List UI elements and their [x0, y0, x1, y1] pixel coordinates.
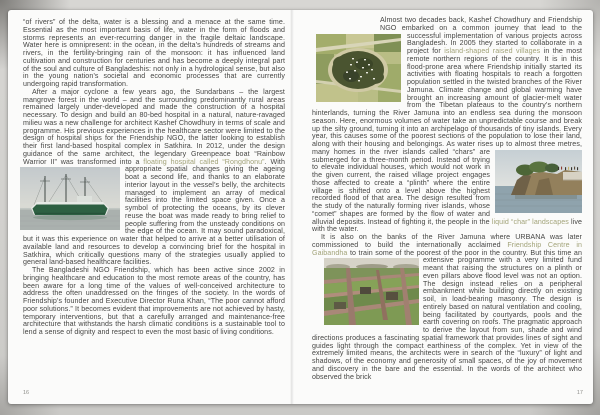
page-number-left: 16 [23, 390, 30, 396]
paragraph-hospital-ship [23, 89, 285, 267]
link-rongdhonu[interactable]: floating hospital called “Rongdhonu” [143, 157, 265, 166]
right-text-column [312, 17, 582, 381]
body-text: submerged for a three-month period. Instead of trying to elevate individual houses, which would not work in the given current, the raised village project engages those affected to create a “plinth” where the entire village is shifted onto a level above the highest recorded flood of that area. The design resulted from the study of the naturally forming river islands, whose “comet” shapes are formed by the flow of water and alluvial deposits. Instead of fighting it, the people in the [312, 155, 492, 226]
body-text: “of rivers” of the delta, water is a blessing and a menace at the same time. Essential as the most important basis of life, water in the form of floods and storms represents an ever-recurring danger in the fragile deltaic landscape. Water here is omnipresent: in the ocean, in the delta’s hundreds of streams and rivers, in the fertility-bringing rain of the monsoon: it has influenced land cultivation and construction for centuries and has become a deeply integral part of the soul and culture of Bangladeshis: not only in a hydrological sense, but also in the young nation’s societal and economic processes that are currently undergoing rapid transformation. [23, 18, 285, 88]
photo-hospital-ship-rongdhonu [20, 167, 120, 230]
body-text: It is also on the banks of the River Jamuna where URBANA was later commissioned to build the internationally acclaimed [312, 233, 582, 249]
body-text: Almost two decades back, Kashef Chowdhury and Friendship NGO embarked on a common journey that lead to the successful implementation of various projects across Bangladesh. In 2005 they started to collaborate in a project for [380, 16, 582, 55]
link-island-raised-villages[interactable]: island-shaped raised villages [444, 47, 541, 55]
photo-raised-village-aerial [316, 34, 401, 102]
paragraph-delta-water [23, 19, 285, 89]
paragraph-ngo-friendship [23, 267, 285, 337]
page-spread [8, 10, 593, 404]
page-number-right: 17 [576, 390, 583, 396]
body-text: . [264, 157, 271, 166]
link-friendship-centre-gaibandha[interactable]: Friendship Centre in Gaibandha [312, 240, 582, 257]
body-text: The Bangladeshi NGO Friendship, which has been active since 2002 in bringing healthcare and education to the most remote areas of the country, has been aware for a long time of the values of well-conceived architecture to address the often unaddressed on the fringes of the society. In the words of Friendship’s founder and Executive Director Runa Khan, “The poor cannot afford poor solutions.” It becomes evident that improvements are not achieved by hasty, temporary interventions, but that a carefully arranged and maintenance-free architecture that withstands the harsh climatic conditions is a sustainable tool to lend a sense of dignity and respect to even the most basic of living conditions. [23, 266, 285, 336]
left-text-column [23, 19, 285, 337]
body-text: live with the water. [312, 217, 582, 234]
page-right [292, 10, 593, 404]
link-liquid-char-landscapes[interactable]: liquid “char” landscapes [491, 217, 569, 226]
body-text: in the most remote northern regions of the country. It is in this flood-prone area where Friendship initially started its activities with floating hospitals to reach a forgotten population settled in the twisted branches of the River Jamuna. Climate change and global warming have brought an increasing amount of glacier-melt water from the Tibetan plateaus to the country’s northern hinterlands, turning the River Jamuna into an endless sea during the monsoon season. Here, enormous volumes of water take an unpredictable course and break up the silty ground, turning it into an archipelago of thousands of tiny islands. Every year, this causes some of the poorest sections of the population to lose their land, along with their housing and belongings. As water rises up to almost three metres, many homes in the river islands called “chars” are [312, 47, 582, 156]
photo-friendship-centre-roofs [324, 258, 419, 325]
layout-spacer [312, 17, 380, 33]
body-text: After a major cyclone a few years ago, the Sundarbans – the largest mangrove forest in the world – and the surrounding predominantly rural areas remained largely under-developed and made the construction of a hospital necessary. To design and build an 80-bed hospital in a natural, nature-ravaged milieu was a new challenge for architect Kashef Chowdhury in terms of scale and programme. His previous experiences in the healthcare sector were limited to the design of hospital ships for the Friendship NGO, the latter looking to establish their first land-based hospital complex in Satkhira. In 2012, under the design guidance of the same architect, the legendary Greenpeace boat “Rainbow Warrior II” was transformed into a [23, 87, 285, 166]
body-text: to train some of the poorest of the poor in the [347, 248, 503, 257]
body-text: With appropriate spatial changes giving the ageing boat a second life, and thanks to an elaborate interior layout in the vessel’s belly, the architects managed to implement an array of medical facilities into the limited space given. Once a symbol of protecting the oceans, by its clever reuse the boat was made ready to bring relief to people suffering from the unsteady conditions on the edge of the ocean. It may sound paradoxical, but it was this experience on water that helped to arrive at a better utilisation of available land and resources to develop a convincing brief for the hospital in Satkhira, which critically questions many of the strategies usually applied to general land-based healthcare facilities. [23, 157, 285, 267]
body-text: country. But this time an extensive programme with a very limited fund meant that raising the structures on a plinth or even pillars above flood level was not an option. The design instead relies on a peripheral embankment while building directly on existing soil, in load-bearing masonry. The design is entirely based on natural ventilation and cooling, being facilitated by courtyards, pools and the earth covering on roofs. The pragmatic approach to derive the layout from sun, shade and wind directions produces a fascinating spatial framework that provides lines of sight and guides light through the compact earthiness of the complex. Yet in view of the extremely limited means, the architects were in search of the “luxury” of light and shadows, of the economy and generosity of small spaces, of the joy of movement and discovery in the bare and the essential. In the words of the architect who observed the brick [312, 248, 582, 381]
photo-char-island-erosion [495, 150, 582, 213]
paragraph-raised-villages [312, 17, 582, 234]
paragraph-friendship-centre [312, 234, 582, 381]
page-left [8, 10, 292, 404]
